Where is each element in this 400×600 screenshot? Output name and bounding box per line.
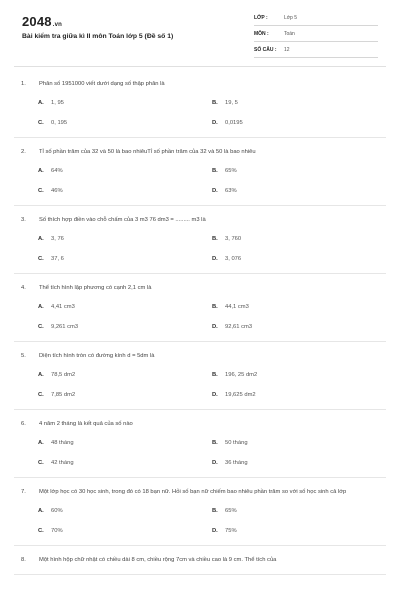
answer-options [14, 100, 386, 128]
option-letter: C. [38, 188, 44, 194]
question-8 [14, 546, 386, 575]
question-text [14, 420, 386, 429]
answer-option[interactable] [212, 120, 386, 128]
option-letter: D. [212, 528, 218, 534]
answer-option[interactable] [212, 236, 386, 244]
question-text [14, 556, 386, 565]
answer-option[interactable] [38, 508, 212, 516]
answer-option[interactable] [212, 304, 386, 312]
question-body: Số thích hợp điền vào chỗ chấm của 3 m3 76 dm3 = ......... m3 là [39, 217, 206, 223]
option-letter: B. [212, 508, 218, 514]
answer-options [14, 372, 386, 400]
meta-class-value: Lớp 5 [284, 15, 298, 21]
option-letter: A. [38, 236, 44, 242]
option-value: 78,5 dm2 [51, 372, 76, 378]
question-text [14, 284, 386, 293]
question-6 [14, 410, 386, 478]
option-value: 64% [51, 168, 63, 174]
answer-option[interactable] [212, 324, 386, 332]
meta-count-row [254, 44, 378, 58]
question-body: Một hình hộp chữ nhật có chiều dài 8 cm, chiều rộng 7cm và chiều cao là 9 cm. Thể tích của [39, 557, 277, 563]
option-letter: C. [38, 528, 44, 534]
answer-option[interactable] [212, 392, 386, 400]
option-value: 9,261 cm3 [51, 324, 79, 330]
option-letter: D. [212, 460, 218, 466]
answer-option[interactable] [212, 508, 386, 516]
meta-count-value: 12 [284, 47, 290, 53]
meta-subject-row [254, 28, 378, 42]
page-title: Bài kiểm tra giữa kì II môn Toán lớp 5 (Đề số 1) [22, 33, 174, 40]
answer-option[interactable] [212, 188, 386, 196]
meta-count-label: SỐ CÂU : [254, 47, 277, 53]
question-text [14, 488, 386, 497]
meta-class-label: LỚP : [254, 15, 268, 21]
site-logo[interactable] [22, 14, 62, 29]
answer-option[interactable] [212, 440, 386, 448]
option-value: 1, 95 [51, 100, 64, 106]
option-letter: B. [212, 304, 218, 310]
answer-options [14, 508, 386, 536]
question-number: 6. [21, 421, 26, 427]
question-2 [14, 138, 386, 206]
option-value: 48 tháng [51, 440, 74, 446]
option-letter: A. [38, 508, 44, 514]
option-value: 0, 195 [51, 120, 68, 126]
option-value: 19, 5 [225, 100, 238, 106]
option-value: 4,41 cm3 [51, 304, 75, 310]
question-number: 3. [21, 217, 26, 223]
option-value: 50 tháng [225, 440, 248, 446]
question-text [14, 80, 386, 89]
answer-option[interactable] [38, 372, 212, 380]
answer-options [14, 440, 386, 468]
question-number: 7. [21, 489, 26, 495]
option-value: 42 tháng [51, 460, 74, 466]
option-value: 65% [225, 168, 237, 174]
question-text [14, 148, 386, 157]
answer-option[interactable] [212, 100, 386, 108]
answer-option[interactable] [38, 392, 212, 400]
option-value: 75% [225, 528, 237, 534]
option-letter: D. [212, 324, 218, 330]
option-value: 46% [51, 188, 63, 194]
meta-class-row [254, 12, 378, 26]
option-value: 44,1 cm3 [225, 304, 249, 310]
header-divider [14, 66, 386, 67]
option-letter: D. [212, 188, 218, 194]
answer-option[interactable] [212, 256, 386, 264]
option-letter: C. [38, 460, 44, 466]
question-body: Một lớp học có 30 học sinh, trong đó có 18 bạn nữ. Hỏi số bạn nữ chiếm bao nhiêu phần trăm so với số học sinh cả lớp [39, 489, 347, 495]
logo-suffix: .vn [52, 22, 63, 28]
answer-option[interactable] [38, 324, 212, 332]
question-list [0, 70, 400, 575]
answer-option[interactable] [38, 168, 212, 176]
question-body: Thể tích hình lập phương có cạnh 2,1 cm là [39, 285, 152, 291]
answer-options [14, 168, 386, 196]
option-value: 63% [225, 188, 237, 194]
answer-option[interactable] [38, 100, 212, 108]
option-letter: B. [212, 372, 218, 378]
option-value: 19,625 dm2 [225, 392, 256, 398]
answer-option[interactable] [38, 460, 212, 468]
option-letter: C. [38, 324, 44, 330]
option-value: 37, 6 [51, 256, 64, 262]
option-letter: A. [38, 100, 44, 106]
option-value: 196, 25 dm2 [225, 372, 258, 378]
question-body: Phân số 1951000 viết dưới dạng số thập phân là [39, 81, 165, 87]
answer-option[interactable] [212, 460, 386, 468]
option-letter: A. [38, 168, 44, 174]
option-value: 3, 76 [51, 236, 64, 242]
meta-subject-label: MÔN : [254, 31, 269, 37]
question-body: Diện tích hình tròn có đường kính d = 5dm là [39, 353, 155, 359]
option-letter: D. [212, 120, 218, 126]
option-letter: B. [212, 100, 218, 106]
meta-subject-value: Toán [284, 31, 295, 37]
question-number: 1. [21, 81, 26, 87]
option-value: 65% [225, 508, 237, 514]
question-number: 4. [21, 285, 26, 291]
option-letter: B. [212, 236, 218, 242]
option-letter: D. [212, 392, 218, 398]
option-letter: A. [38, 372, 44, 378]
question-5 [14, 342, 386, 410]
answer-option[interactable] [38, 236, 212, 244]
answer-option[interactable] [212, 168, 386, 176]
option-letter: D. [212, 256, 218, 262]
question-number: 8. [21, 557, 26, 563]
option-letter: A. [38, 440, 44, 446]
question-1 [14, 70, 386, 138]
document-header [0, 0, 400, 66]
answer-option[interactable] [38, 188, 212, 196]
answer-option[interactable] [38, 528, 212, 536]
option-value: 3, 760 [225, 236, 242, 242]
question-4 [14, 274, 386, 342]
option-value: 7,85 dm2 [51, 392, 76, 398]
option-value: 0,0195 [225, 120, 243, 126]
question-number: 5. [21, 353, 26, 359]
option-letter: B. [212, 168, 218, 174]
question-body: Tỉ số phần trăm của 32 và 50 là bao nhiêuTỉ số phần trăm của 32 và 50 là bao nhiêu [39, 149, 256, 155]
question-7 [14, 478, 386, 546]
option-letter: C. [38, 392, 44, 398]
question-text [14, 216, 386, 225]
option-value: 70% [51, 528, 63, 534]
option-value: 3, 076 [225, 256, 242, 262]
answer-options [14, 236, 386, 264]
option-letter: C. [38, 120, 44, 126]
option-value: 36 tháng [225, 460, 248, 466]
answer-option[interactable] [38, 304, 212, 312]
logo-text: 2048 [22, 14, 52, 29]
option-letter: A. [38, 304, 44, 310]
answer-option[interactable] [212, 372, 386, 380]
question-body: 4 năm 2 tháng là kết quả của số nào [39, 421, 133, 427]
option-letter: B. [212, 440, 218, 446]
question-text [14, 352, 386, 361]
answer-options [14, 304, 386, 332]
answer-option[interactable] [212, 528, 386, 536]
answer-option[interactable] [38, 256, 212, 264]
option-letter: C. [38, 256, 44, 262]
question-number: 2. [21, 149, 26, 155]
question-3 [14, 206, 386, 274]
option-value: 60% [51, 508, 63, 514]
option-value: 92,61 cm3 [225, 324, 253, 330]
answer-option[interactable] [38, 440, 212, 448]
answer-option[interactable] [38, 120, 212, 128]
